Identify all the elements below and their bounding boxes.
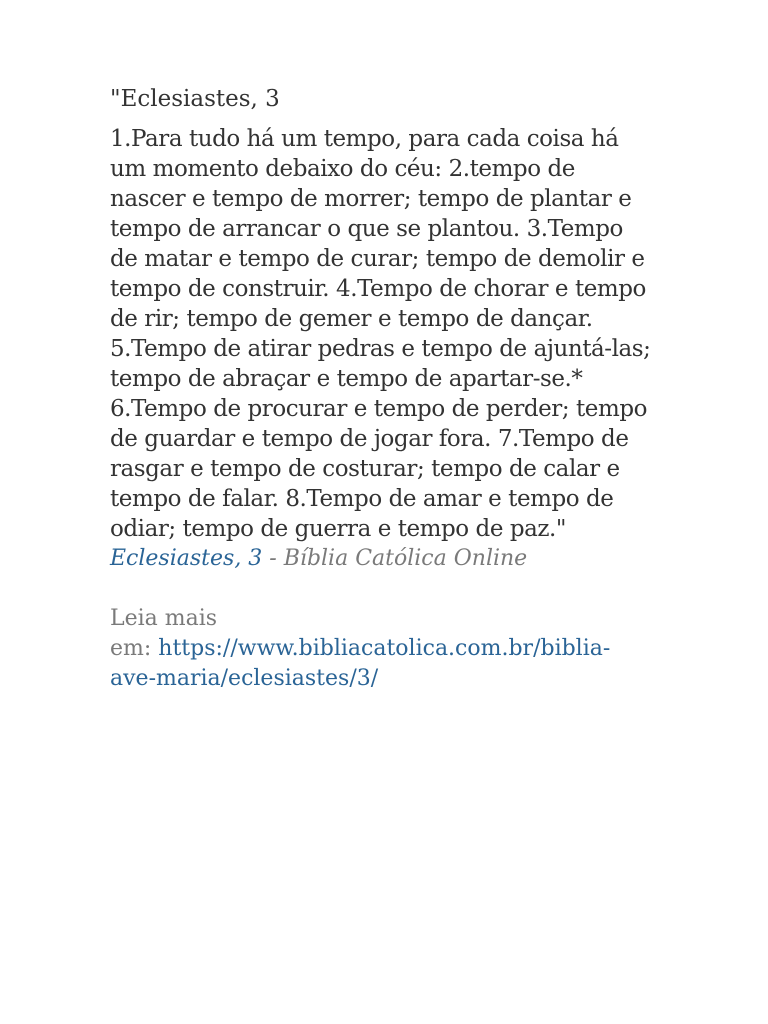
read-more-prefix: em: [110, 636, 159, 661]
citation [110, 544, 670, 574]
read-more-url-line-1 [110, 634, 670, 664]
verse-line: um momento debaixo do céu: 2.tempo de [110, 156, 575, 182]
citation-source: Bíblia Católica Online [283, 546, 528, 571]
citation-separator: - [262, 546, 284, 571]
verse-line: nascer e tempo de morrer; tempo de plantar e [110, 186, 632, 212]
read-more-label: Leia mais [110, 606, 218, 631]
verse-line: rasgar e tempo de costurar; tempo de calar e [110, 456, 620, 482]
verse-line: tempo de construir. 4.Tempo de chorar e tempo [110, 276, 646, 302]
verse-line: 1.Para tudo há um tempo, para cada coisa há [110, 126, 619, 152]
verse-line: de matar e tempo de curar; tempo de demolir e [110, 246, 645, 272]
document-page [110, 84, 670, 694]
read-more [110, 604, 670, 694]
verse-line: de rir; tempo de gemer e tempo de dançar. [110, 306, 593, 332]
verse-line: 6.Tempo de procurar e tempo de perder; tempo [110, 396, 647, 422]
verse-line: de guardar e tempo de jogar fora. 7.Tempo de [110, 426, 629, 452]
read-more-url-link[interactable]: https://www.bibliacatolica.com.br/biblia- [158, 636, 611, 661]
document-heading: "Eclesiastes, 3 [110, 86, 280, 112]
verse-line: tempo de abraçar e tempo de apartar-se.* [110, 366, 583, 392]
read-more-url-line-2 [110, 664, 670, 694]
verse-line: odiar; tempo de guerra e tempo de paz." [110, 516, 567, 542]
verse-text [110, 124, 670, 544]
verse-line: 5.Tempo de atirar pedras e tempo de ajuntá-las; [110, 336, 651, 362]
read-more-url-link-continued[interactable]: ave-maria/eclesiastes/3/ [110, 666, 379, 691]
verse-line: tempo de falar. 8.Tempo de amar e tempo de [110, 486, 614, 512]
verse-line: tempo de arrancar o que se plantou. 3.Tempo [110, 216, 623, 242]
citation-link[interactable]: Eclesiastes, 3 [110, 546, 263, 571]
